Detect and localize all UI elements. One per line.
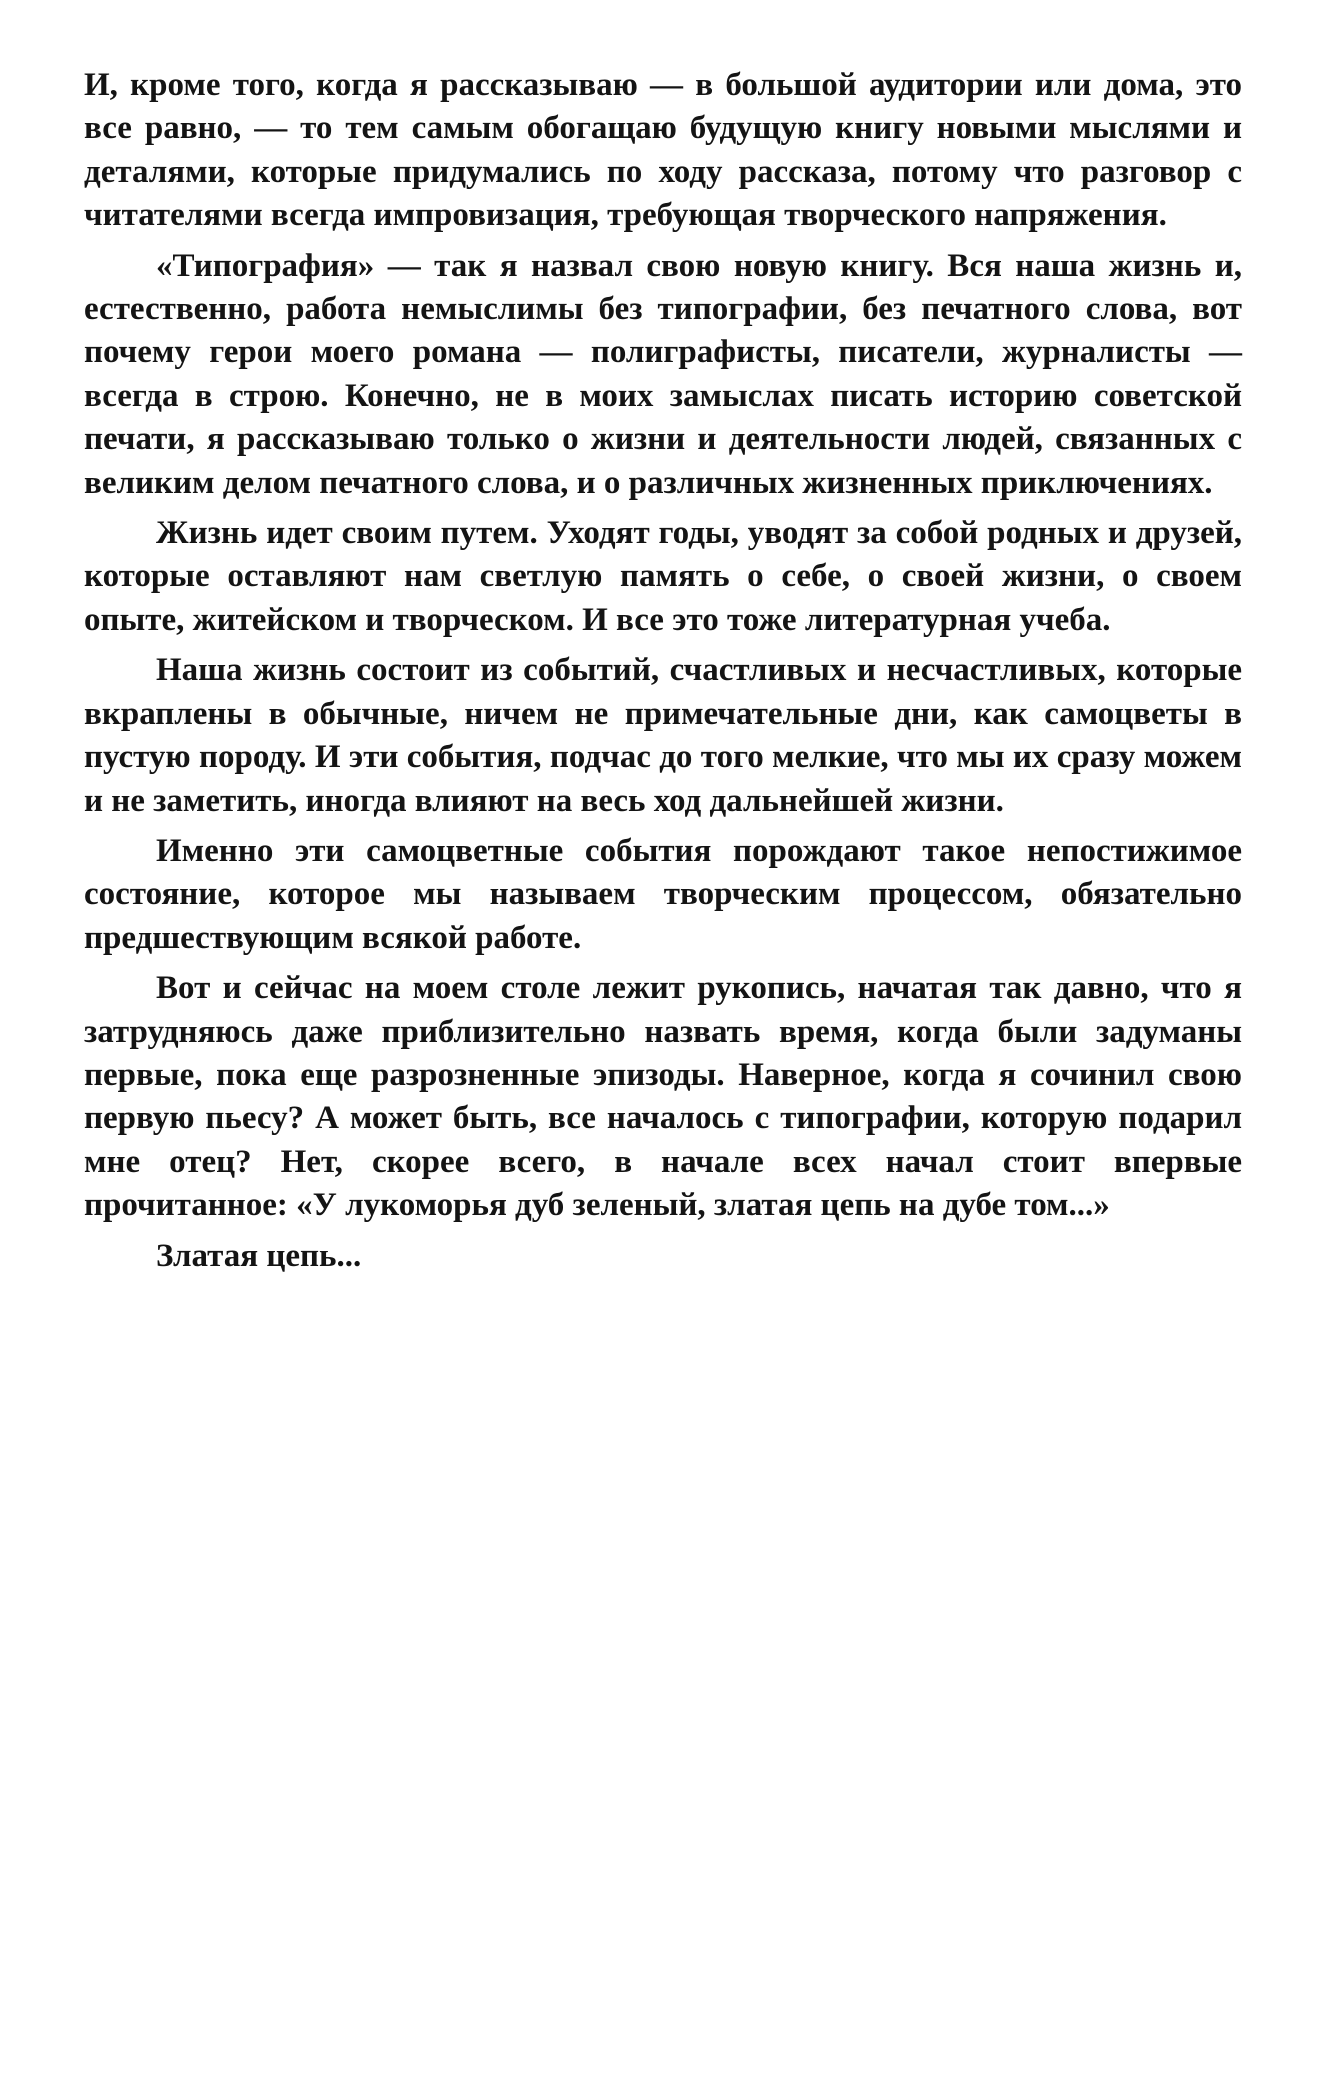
paragraph-5: Именно эти самоцветные события порождают такое непостижимое состояние, которое мы называем творческим процессом, обязательно предшествующим всякой работе.	[84, 832, 1242, 956]
page-text-body	[84, 64, 1242, 1285]
paragraph-3: Жизнь идет своим путем. Уходят годы, уводят за собой родных и друзей, которые оставляют нам светлую память о себе, о своей жизни, о своем опыте, житейском и творческом. И все это тоже литературная учеба.	[84, 515, 1242, 638]
paragraph-1: И, кроме того, когда я рассказываю — в большой аудитории или дома, это все равно, — то тем самым обогащаю будущую книгу новыми мыслями и деталями, которые придумались по ходу рассказа, потому что разговор с читателями всегда импровизация, требующая творческого напряжения.	[84, 67, 1242, 234]
paragraph-6: Вот и сейчас на моем столе лежит рукопись, начатая так давно, что я затрудняюсь даже приблизительно назвать время, когда были задуманы первые, пока еще разрозненные эпизоды. Наверное, когда я сочинил свою первую пьесу? А может быть, все началось с типографии, которую подарил мне отец? Нет, скорее всего, в начале всех начал стоит впервые прочитанное: «У лукоморья дуб зеленый, златая цепь на дубе том...»	[84, 970, 1242, 1224]
paragraph-7: Златая цепь...	[156, 1237, 362, 1274]
paragraph-4: Наша жизнь состоит из событий, счастливых и несчастливых, которые вкраплены в обычные, ничем не примечательные дни, как самоцветы в пустую породу. И эти события, подчас до того мелкие, что мы их сразу можем и не заметить, иногда влияют на весь ход дальнейшей жизни.	[84, 652, 1242, 819]
paragraph-2: «Типография» — так я назвал свою новую книгу. Вся наша жизнь и, естественно, работа немыслимы без типографии, без печатного слова, вот почему герои моего романа — полиграфисты, писатели, журналисты — всегда в строю. Конечно, не в моих замыслах писать историю советской печати, я рассказываю только о жизни и деятельности людей, связанных с великим делом печатного слова, и о различных жизненных приключениях.	[84, 247, 1242, 501]
